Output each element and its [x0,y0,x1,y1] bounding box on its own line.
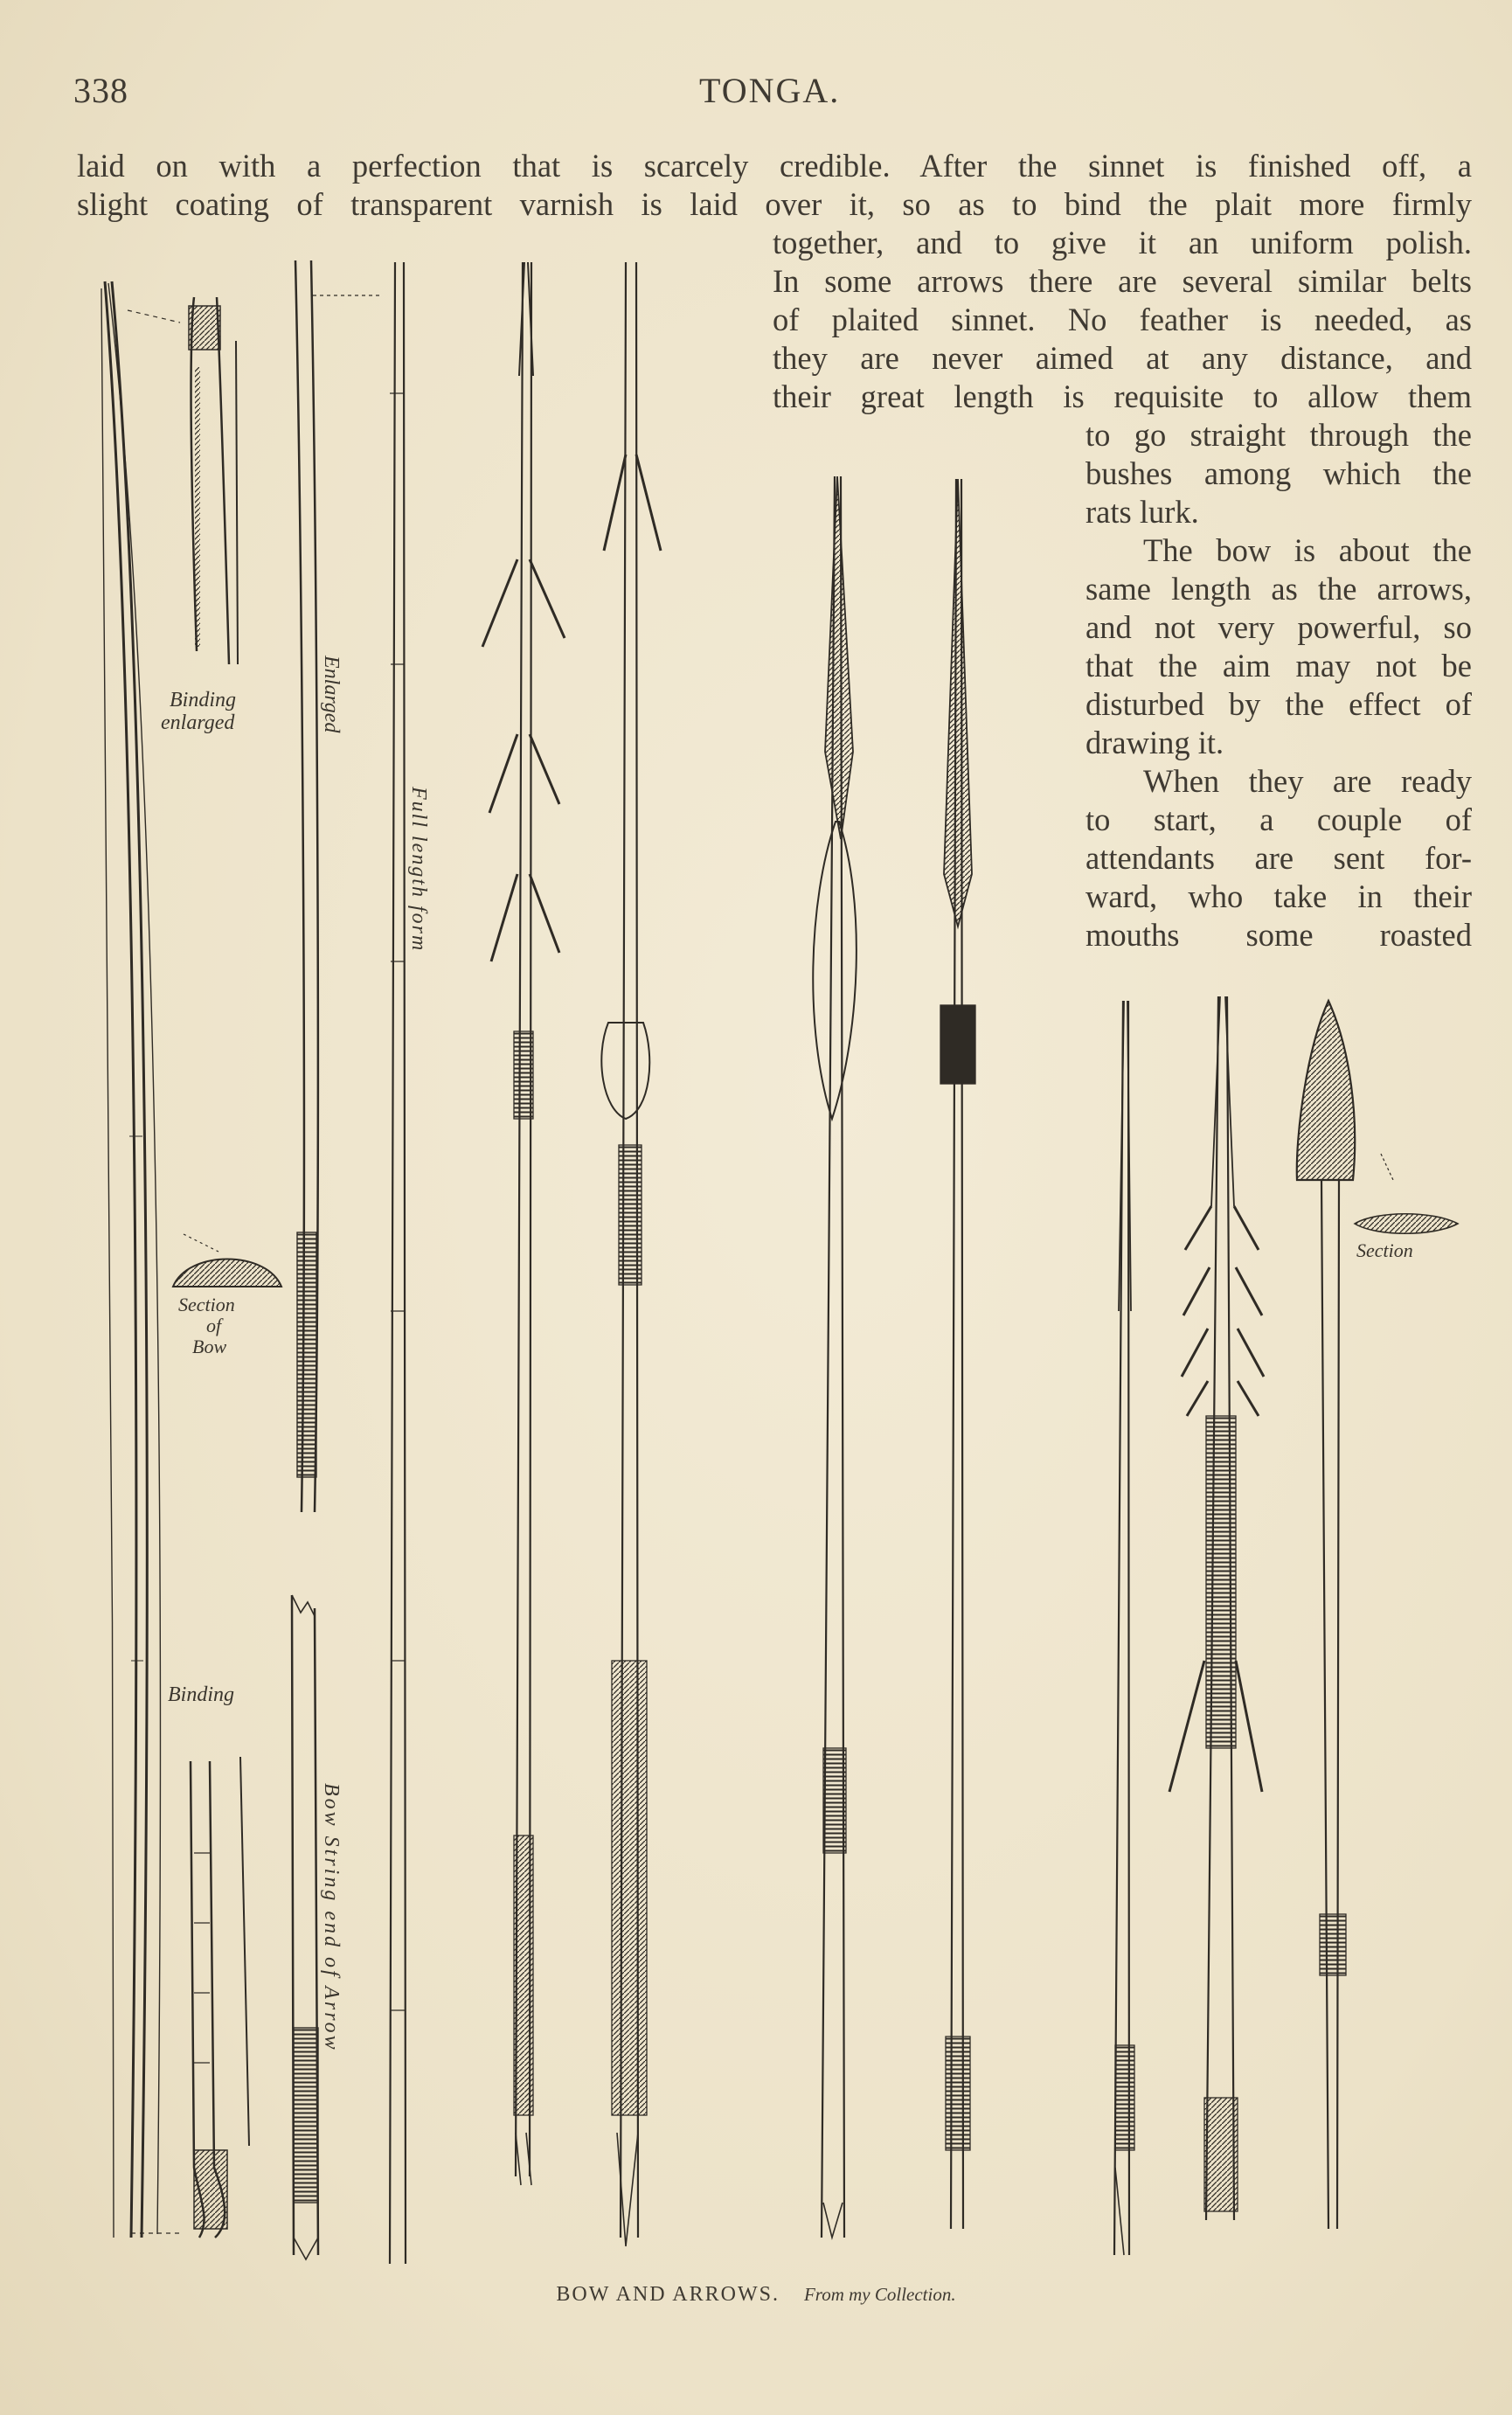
multi-barbed-arrow-drawing [1169,996,1264,2220]
thin-arrow-drawing [1114,1001,1134,2255]
caption-title: BOW AND ARROWS. [556,2283,780,2306]
binding-enlarged-top-drawing [189,297,238,664]
body-line: drawing it. [1085,725,1224,760]
label-section-of-bow-line2: of [206,1315,222,1336]
label-bow-string-end: Bow String end of Arrow [320,1783,343,2052]
body-line: attendants are sent for- [1085,840,1472,876]
label-full-length-form: Full length form [407,787,430,953]
bow-string-end-drawing [292,1595,318,2259]
body-line: slight coating of transparent varnish is laid over it, so as to bind the plait more firmly [77,186,1472,222]
figure-caption [0,2283,1512,2307]
label-binding-enlarged-line1: Binding [170,689,236,711]
body-line: that the aim may not be [1085,648,1472,684]
body-line: bushes among which the [1085,455,1472,491]
label-section-of-bow-line3: Bow [192,1336,227,1357]
label-enlarged: Enlarged [320,656,343,733]
body-line: laid on with a perfection that is scarcely credible. After the sinnet is finished off, a [77,148,1472,184]
binding-bottom-drawing [191,1757,249,2238]
body-line: When they are ready [1143,763,1472,799]
body-line: they are never aimed at any distance, and [773,340,1472,376]
body-line: In some arrows there are several similar belts [773,263,1472,299]
bow-drawing [101,281,180,2238]
running-title: TONGA. [699,71,841,110]
body-line: to go straight through the [1085,417,1472,453]
page-number: 338 [73,71,128,110]
section-of-bow-drawing [173,1234,281,1287]
body-line: mouths some roasted [1085,917,1472,953]
full-length-arrow-drawing [390,262,406,2264]
label-section-of-bow-line1: Section [178,1294,235,1315]
caption-credit: From my Collection. [803,2284,956,2305]
spear-arrow-one-drawing [813,476,857,2238]
barbed-arrow-two-drawing [601,262,661,2246]
body-line: disturbed by the effect of [1085,686,1472,722]
body-line: ward, who take in their [1085,878,1472,914]
body-line: together, and to give it an uniform polish. [773,225,1472,260]
body-line: their great length is requisite to allow them [773,378,1472,414]
barbed-arrow-one-drawing [482,262,565,2185]
label-binding: Binding [168,1683,234,1706]
label-section: Section [1356,1239,1413,1261]
body-line: rats lurk. [1085,494,1199,530]
body-line: to start, a couple of [1085,802,1472,837]
label-binding-enlarged-line2: enlarged [161,711,235,734]
body-line: of plaited sinnet. No feather is needed, as [773,302,1472,337]
enlarged-arrow-piece-drawing [295,260,383,1512]
spear-arrow-two-drawing [940,479,975,2229]
body-line: and not very powerful, so [1085,609,1472,645]
broad-head-arrow-drawing [1297,1001,1458,2229]
body-line: The bow is about the [1143,532,1472,568]
body-line: same length as the arrows, [1085,571,1472,607]
